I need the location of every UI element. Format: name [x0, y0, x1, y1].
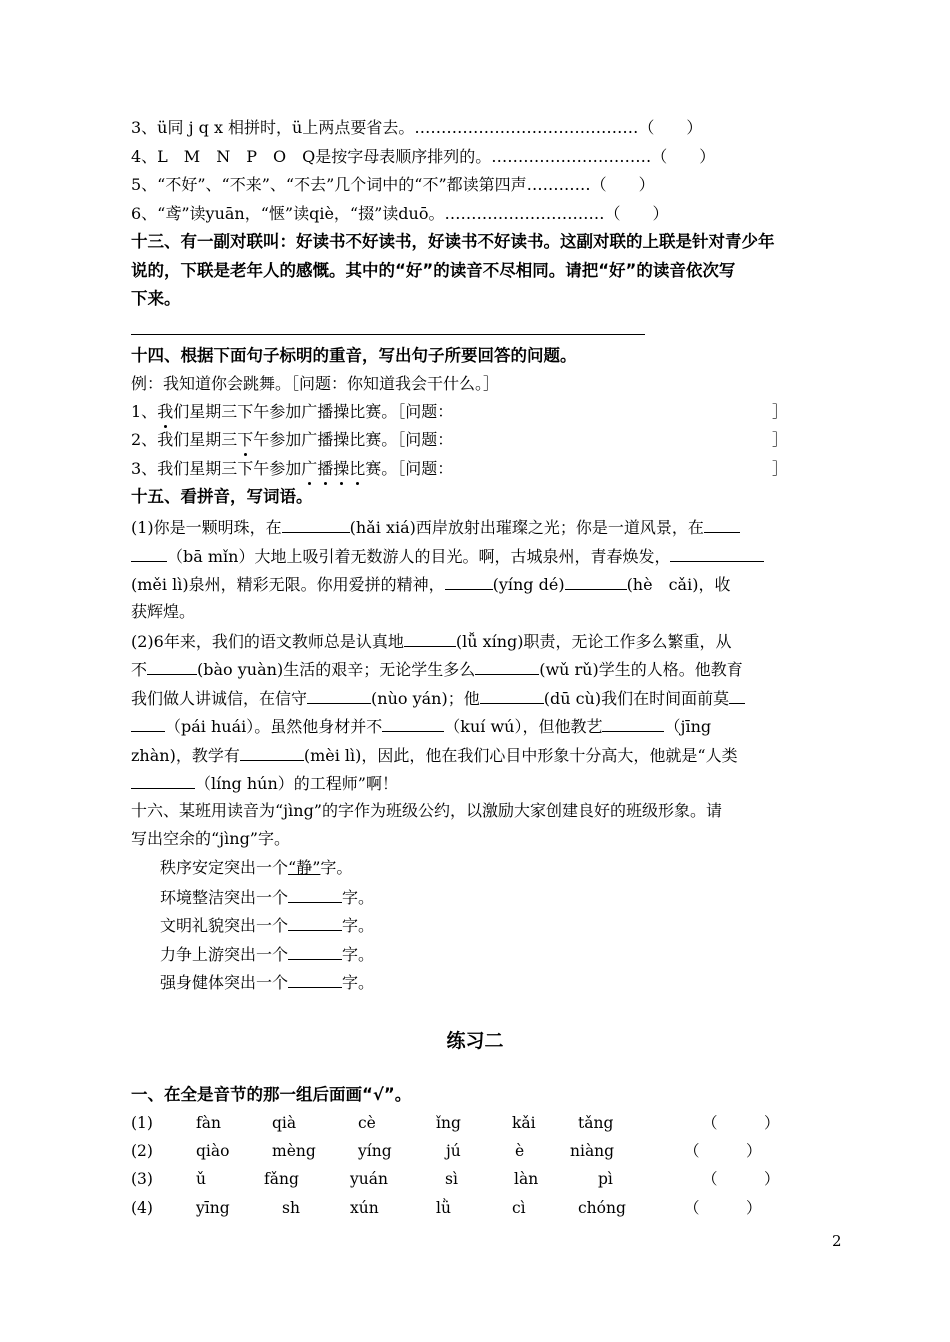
q14-item-3: 3、我们星期三下午参加广播操比赛。［问题：: [131, 459, 454, 478]
row-3-answer[interactable]: （ ）: [702, 1170, 780, 1188]
q14-example: 例：我知道你会跳舞。［问题：你知道我会干什么。］: [131, 374, 500, 393]
q15-line6: 不 (bào yuàn)生活的艰辛；无论学生多么 (wǔ rǔ)学生的人格。他教育: [131, 657, 743, 681]
q14-item-1: 1、我们星期三下午参加广播操比赛。［问题：: [131, 402, 454, 421]
q15-line5: (2)6年来，我们的语文教师总是认真地 (lǚ xíng)职责，无论工作多么繁重，从: [131, 629, 732, 653]
blank-kuiwu[interactable]: [382, 714, 444, 732]
section-title: 练习二: [446, 1030, 504, 1052]
q16-blank-2[interactable]: [288, 913, 342, 931]
q15-line1: (1)你是一颗明珠，在 (hǎi xiá)西岸放射出璀璨之光；你是一道风景，在: [131, 515, 740, 539]
blank-paihuai-a[interactable]: [729, 686, 745, 704]
blank-ducu[interactable]: [480, 686, 544, 704]
q13-line2: 说的，下联是老年人的感慨。其中的“好”的读音不尽相同。请把“好”的读音依次写: [131, 261, 736, 280]
tf-item-6: 6、“鸢”读yuān，“惬”读qiè，“掇”读duō。…………………………（ ）: [131, 204, 669, 223]
blank-hecai[interactable]: [565, 572, 627, 590]
q16-line2: 写出空余的“jìng”字。: [131, 829, 290, 848]
blank-bamin-a[interactable]: [704, 515, 740, 533]
q15-heading: 十五、看拼音，写词语。: [131, 487, 313, 506]
blank-wuru[interactable]: [475, 657, 539, 675]
q13-line1: 十三、有一副对联叫：好读书不好读书，好读书不好读书。这副对联的上联是针对青少年: [131, 232, 775, 251]
blank-bamin-b[interactable]: [131, 544, 167, 562]
blank-lvxing[interactable]: [404, 629, 456, 647]
blank-nuoyan[interactable]: [307, 686, 371, 704]
q16-blank-1[interactable]: [288, 885, 342, 903]
blank-yingde[interactable]: [445, 572, 493, 590]
blank-meili[interactable]: [670, 544, 764, 562]
blank-linghun[interactable]: [131, 771, 195, 789]
blank-jingzhan[interactable]: [602, 714, 664, 732]
q14-item-1-bracket: ］: [772, 402, 789, 421]
row-4-answer[interactable]: （ ）: [684, 1199, 762, 1217]
blank-baoyuan[interactable]: [147, 657, 197, 675]
q13-line3: 下来。: [131, 289, 181, 308]
q15-line8: （pái huái）。虽然他身材并不 （kuí wú），但他教艺 （jīng: [131, 714, 711, 738]
q15-line10: （líng hún）的工程师”啊！: [131, 771, 398, 795]
q15-line3: (měi lì)泉州，精彩无限。你用爱拼的精神， (yíng dé) (hè cǎi)，收: [131, 572, 730, 596]
q15-line2: （bā mǐn）大地上吸引着无数游人的目光。啊，古城泉州，青春焕发，: [131, 544, 764, 568]
q14-item-2-bracket: ］: [772, 430, 789, 449]
q16-item-1: 环境整洁突出一个 字。: [160, 885, 374, 909]
blank-paihuai-b[interactable]: [131, 714, 165, 732]
q14-item-2: 2、我们星期三下午参加广播操比赛。［问题：: [131, 430, 454, 449]
q16-line1: 十六、某班用读音为“jìng”的字作为班级公约，以激励大家创建良好的班级形象。请: [131, 801, 722, 820]
row-1-answer[interactable]: （ ）: [702, 1114, 780, 1132]
row-2-answer[interactable]: （ ）: [684, 1142, 762, 1160]
q13-answer-line[interactable]: [131, 334, 645, 335]
blank-meili-2[interactable]: [240, 743, 304, 761]
q16-blank-4[interactable]: [288, 970, 342, 988]
q14-item-3-bracket: ］: [772, 459, 789, 478]
p1-heading: 一、在全是音节的那一组后面画“√”。: [131, 1085, 412, 1104]
q16-item-3: 力争上游突出一个 字。: [160, 942, 374, 966]
q16-example: 秩序安定突出一个“静”字。: [160, 858, 353, 877]
q14-heading: 十四、根据下面句子标明的重音，写出句子所要回答的问题。: [131, 346, 577, 365]
q15-line4: 获辉煌。: [131, 602, 196, 621]
page-number: 2: [832, 1232, 842, 1250]
tf-item-5: 5、“不好”、“不来”、“不去”几个词中的“不”都读第四声…………（ ）: [131, 175, 655, 194]
q16-item-2: 文明礼貌突出一个 字。: [160, 913, 374, 937]
q15-line9: zhàn)，教学有 (mèi lì)，因此，他在我们心目中形象十分高大，他就是“人类: [131, 743, 738, 767]
q15-line7: 我们做人讲诚信，在信守 (nùo yán)；他 (dū cù)我们在时间面前莫: [131, 686, 745, 710]
tf-item-3: 3、ü同 j q x 相拼时，ü上两点要省去。……………………………………（ ）: [131, 118, 703, 137]
tf-item-4: 4、L M N P O Q是按字母表顺序排列的。…………………………（ ）: [131, 147, 716, 166]
q16-blank-3[interactable]: [288, 942, 342, 960]
blank-haixia[interactable]: [282, 515, 350, 533]
q16-item-4: 强身健体突出一个 字。: [160, 970, 374, 994]
